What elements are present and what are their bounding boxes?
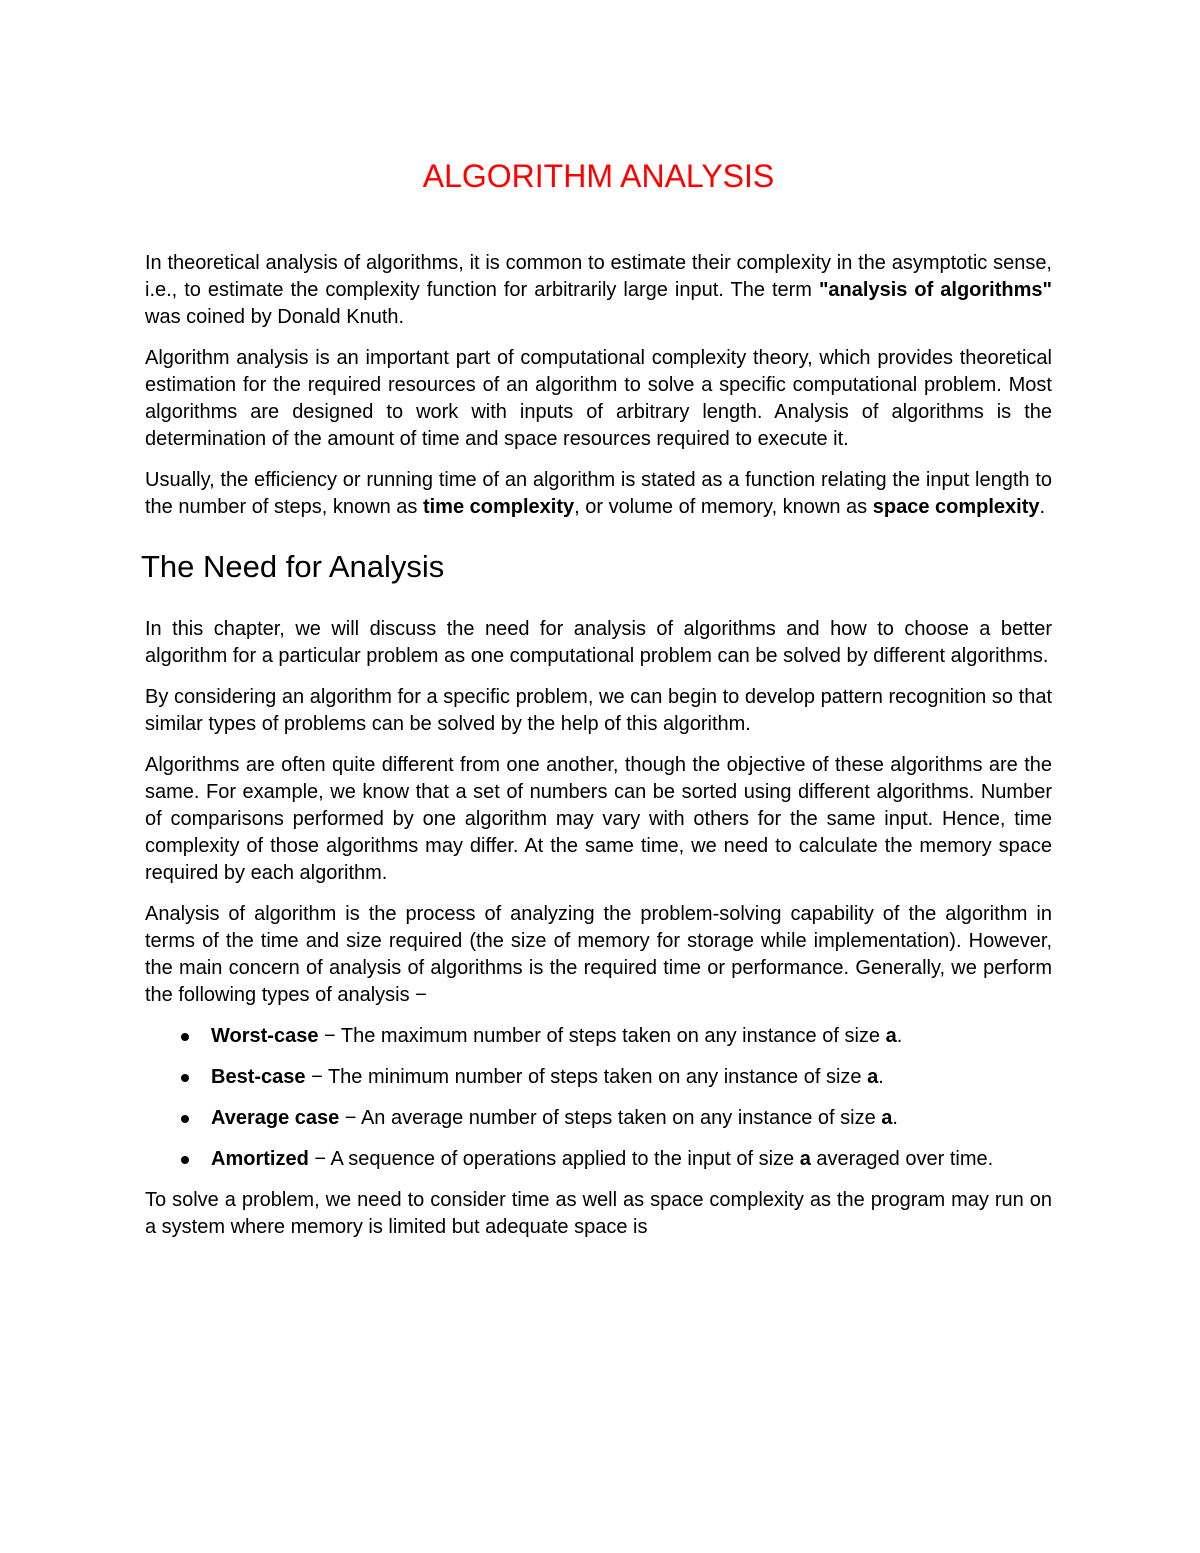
bullet-icon [181, 1033, 189, 1041]
list-item-end: . [878, 1066, 884, 1088]
intro-p3-text-c: . [1039, 496, 1046, 518]
intro-p1-text-b: was coined by Donald Knuth. [145, 306, 405, 328]
intro-p1-text-a: In theoretical analysis of algorithms, it is common to estimate their complexity in the asymptotic sense, i.e., to estimate the complexity function for arbitrarily large input. The term [145, 252, 1052, 301]
list-item-end: averaged over time. [810, 1148, 994, 1170]
list-item-var: a [885, 1025, 897, 1047]
intro-p3-text-b: , or volume of memory, known as [574, 496, 873, 518]
list-item-average-case [145, 1105, 1052, 1132]
section-paragraph-2: By considering an algorithm for a specific problem, we can begin to develop pattern recognition so that similar types of problems can be solved by the help of this algorithm. [145, 686, 1052, 735]
list-item-term: Amortized [211, 1148, 309, 1170]
list-item-var: a [799, 1148, 811, 1170]
list-item-end: . [892, 1107, 898, 1129]
section-paragraph-5: To solve a problem, we need to consider time as well as space complexity as the program may run on a system where memory is limited but adequate space is [145, 1189, 1052, 1238]
section-paragraph-4: Analysis of algorithm is the process of analyzing the problem-solving capability of the algorithm in terms of the time and size required (the size of memory for storage while implementation). However, the main concern of analysis of algorithms is the required time or performance. Generally, we perform the following types of analysis − [145, 903, 1052, 1006]
list-item-var: a [881, 1107, 893, 1129]
section-paragraph-3: Algorithms are often quite different from one another, though the objective of these algorithms are the same. For example, we know that a set of numbers can be sorted using different algorithms. Number of comparisons performed by one algorithm may vary with others for the same input. Hence, time complexity of those algorithms may differ. At the same time, we need to calculate the memory space required by each algorithm. [145, 754, 1052, 884]
term-space-complexity: space complexity [872, 496, 1040, 518]
document-title: ALGORITHM ANALYSIS [422, 158, 775, 194]
intro-paragraph-3 [145, 467, 1052, 521]
list-item-text: − A sequence of operations applied to the input of size [308, 1148, 800, 1170]
list-item-term: Best-case [211, 1066, 306, 1088]
analysis-types-list [145, 1023, 1052, 1173]
list-item-end: . [896, 1025, 903, 1047]
list-item-worst-case [145, 1023, 1052, 1050]
document-body [141, 250, 1052, 1255]
intro-p3-text-a: Usually, the efficiency or running time of an algorithm is stated as a function relating the input length to the number of steps, known as [145, 469, 1052, 518]
bullet-icon [181, 1115, 189, 1123]
document-page [141, 0, 1052, 1553]
list-item-var: a [867, 1066, 879, 1088]
bullet-icon [181, 1156, 189, 1164]
section-paragraph-1: In this chapter, we will discuss the need for analysis of algorithms and how to choose a better algorithm for a particular problem as one computational problem can be solved by different algorithms. [145, 618, 1052, 667]
list-item-text: − The maximum number of steps taken on any instance of size [318, 1025, 886, 1047]
section-heading: The Need for Analysis [141, 549, 445, 584]
list-item-text: − The minimum number of steps taken on any instance of size [305, 1066, 868, 1088]
list-item-term: Worst-case [211, 1025, 319, 1047]
intro-paragraph-1 [145, 250, 1052, 331]
list-item-text: − An average number of steps taken on any instance of size [339, 1107, 882, 1129]
term-time-complexity: time complexity [422, 496, 575, 518]
list-item-term: Average case [211, 1107, 340, 1129]
intro-paragraph-2: Algorithm analysis is an important part of computational complexity theory, which provides theoretical estimation for the required resources of an algorithm to solve a specific computational problem. Most algorithms are designed to work with inputs of arbitrary length. Analysis of algorithms is the determination of the amount of time and space resources required to execute it. [145, 347, 1052, 450]
list-item-best-case [145, 1064, 1052, 1091]
list-item-amortized [145, 1146, 1052, 1173]
term-analysis-of-algorithms: "analysis of algorithms" [818, 279, 1052, 301]
bullet-icon [181, 1074, 189, 1082]
